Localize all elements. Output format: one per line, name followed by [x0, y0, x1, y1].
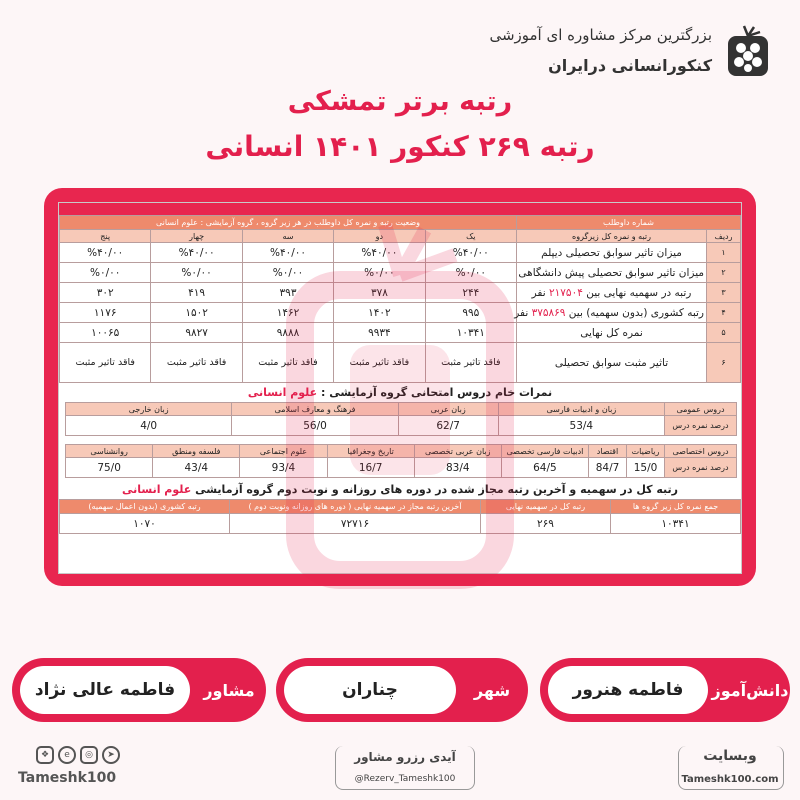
special-col-header: اقتصاد: [589, 445, 627, 458]
cell: ۳۷۸: [334, 283, 425, 303]
cell: %۴۰/۰۰: [151, 243, 242, 263]
advisor-pill: [12, 658, 266, 722]
general-col-header: فرهنگ و معارف اسلامی: [232, 403, 398, 416]
row-desc: میزان تاثیر سوابق تحصیلی پیش دانشگاهی: [516, 263, 706, 283]
rank-table: [59, 215, 741, 383]
special-label: دروس اختصاصی: [665, 445, 737, 458]
sheet-top-band: [59, 203, 741, 215]
table-row: [60, 343, 741, 383]
table-row: [60, 263, 741, 283]
table-row: [60, 323, 741, 343]
row-number: ۳: [707, 283, 741, 303]
general-label: دروس عمومی: [665, 403, 737, 416]
cell: فاقد تاثیر مثبت: [334, 343, 425, 383]
page-subtitle: رتبه ۲۶۹ کنکور ۱۴۰۱ انسانی: [205, 130, 595, 163]
cell: %۰/۰۰: [334, 263, 425, 283]
brand-subtitle: کنکورانسانی درایران: [548, 56, 712, 75]
row-desc: رتبه در سهمیه نهایی بین ۲۱۷۵۰۴ نفر: [516, 283, 706, 303]
cell: %۰/۰۰: [425, 263, 516, 283]
cell: ۹۹۳۴: [334, 323, 425, 343]
website-label: وبسایت: [703, 748, 757, 764]
final-ranks-table: [59, 499, 741, 534]
col-header: پنج: [60, 230, 151, 243]
candidate-number-label: شماره داوطلب: [516, 216, 740, 230]
brand-header: [489, 16, 772, 86]
ranks-col-header: آخرین رتبه مجاز در سهمیه نهایی ( دوره های روزانه ونوبت دوم ): [230, 500, 481, 514]
telegram-icon[interactable]: ➤: [102, 746, 120, 764]
row-number: ۱: [707, 243, 741, 263]
cell: ۱۴۰۲: [334, 303, 425, 323]
city-label: شهر: [473, 680, 511, 700]
cell: %۴۰/۰۰: [334, 243, 425, 263]
table-row: [60, 283, 741, 303]
cell: ۱۰۳۴۱: [611, 514, 741, 534]
general-scores-table: [65, 402, 737, 436]
cell: 62/7: [398, 416, 498, 436]
cell: ۳۰۲: [60, 283, 151, 303]
row-desc: میزان تاثیر سوابق تحصیلی دیپلم: [516, 243, 706, 263]
cell: فاقد تاثیر مثبت: [242, 343, 333, 383]
cell: ۹۸۸۸: [242, 323, 333, 343]
cell: 84/7: [589, 458, 627, 478]
ranks-col-header: رتبه کشوری (بدون اعمال سهمیه): [60, 500, 230, 514]
col-header: سه: [242, 230, 333, 243]
table-row: [66, 458, 737, 478]
col-header: چهار: [151, 230, 242, 243]
advisor-label: مشاور: [203, 680, 255, 700]
cell: 15/0: [627, 458, 665, 478]
reserve-label: آیدی رزرو مشاور: [354, 750, 456, 764]
ranks-title: رتبه کل در سهمیه و آخرین رتبه مجاز شده در دوره های روزانه و نوبت دوم گروه آزمایشی علوم انسانی: [121, 483, 678, 496]
rank-table-header: وضعیت رتبه و نمره کل داوطلب در هر زیر گروه ، گروه آزمایشی : علوم انسانی: [60, 216, 517, 230]
cell: ۹۸۲۷: [151, 323, 242, 343]
percent-label: درصد نمره درس: [665, 458, 737, 478]
col-row-header: ردیف: [707, 230, 741, 243]
table-row: [60, 243, 741, 263]
cell: فاقد تاثیر مثبت: [60, 343, 151, 383]
general-col-header: زبان و ادبیات فارسی: [498, 403, 664, 416]
footer-website: [670, 740, 790, 796]
raw-scores-title: نمرات خام دروس امتحانی گروه آزمایشی : علوم انسانی: [247, 386, 553, 399]
cell: 56/0: [232, 416, 398, 436]
cell: 64/5: [501, 458, 588, 478]
table-row: [60, 303, 741, 323]
general-col-header: زبان خارجی: [66, 403, 232, 416]
general-col-header: زبان عربی: [398, 403, 498, 416]
cell: ۱۰۳۴۱: [425, 323, 516, 343]
cell: ۲۶۹: [481, 514, 611, 534]
row-desc: تاثیر مثبت سوابق تحصیلی: [516, 343, 706, 383]
website-url[interactable]: Tameshk100.com: [681, 774, 779, 785]
cell: ۱۰۷۰: [60, 514, 230, 534]
reserve-id[interactable]: @Rezerv_Tameshk100: [354, 774, 456, 784]
cell: 93/4: [240, 458, 327, 478]
cell: %۰/۰۰: [60, 263, 151, 283]
cell: ۷۲۷۱۶: [230, 514, 481, 534]
special-col-header: زبان عربی تخصصی: [414, 445, 501, 458]
cell: %۴۰/۰۰: [60, 243, 151, 263]
cell: ۱۱۷۶: [60, 303, 151, 323]
row-number: ۶: [707, 343, 741, 383]
raspberry-logo-icon: [724, 24, 772, 80]
instagram-icon[interactable]: ◎: [80, 746, 98, 764]
table-row: [60, 514, 741, 534]
city-pill: [276, 658, 528, 722]
cell: 83/4: [414, 458, 501, 478]
eitaa-icon[interactable]: e: [58, 746, 76, 764]
row-number: ۲: [707, 263, 741, 283]
cell: %۴۰/۰۰: [425, 243, 516, 263]
row-number: ۴: [707, 303, 741, 323]
student-name: فاطمه هنرور: [548, 666, 708, 714]
cell: ۳۹۳: [242, 283, 333, 303]
ranks-col-header: رتبه کل در سهمیه نهایی: [481, 500, 611, 514]
grid-icon[interactable]: ❖: [36, 746, 54, 764]
special-col-header: ریاضیات: [627, 445, 665, 458]
cell: %۰/۰۰: [151, 263, 242, 283]
report-sheet: [58, 202, 742, 574]
col-header: دو: [334, 230, 425, 243]
footer-reserve: [335, 740, 475, 796]
cell: ۱۰۰۶۵: [60, 323, 151, 343]
row-desc: نمره کل نهایی: [516, 323, 706, 343]
special-col-header: فلسفه ومنطق: [153, 445, 240, 458]
percent-label: درصد نمره درس: [665, 416, 737, 436]
cell: 4/0: [66, 416, 232, 436]
row-number: ۵: [707, 323, 741, 343]
cell: فاقد تاثیر مثبت: [151, 343, 242, 383]
cell: %۰/۰۰: [242, 263, 333, 283]
student-label: دانش‌آموز: [711, 680, 789, 700]
cell: فاقد تاثیر مثبت: [425, 343, 516, 383]
cell: ۲۴۴: [425, 283, 516, 303]
special-col-header: روانشناسی: [66, 445, 153, 458]
cell: %۴۰/۰۰: [242, 243, 333, 263]
footer-handle: Tameshk100: [18, 770, 117, 786]
advisor-name: فاطمه عالی نژاد: [20, 666, 190, 714]
cell: ۹۹۵: [425, 303, 516, 323]
cell: 43/4: [153, 458, 240, 478]
special-col-header: تاریخ وجغرافیا: [327, 445, 414, 458]
page-title: رتبه برتر تمشکی: [287, 86, 513, 117]
cell: ۱۵۰۲: [151, 303, 242, 323]
col-header: یک: [425, 230, 516, 243]
cell: 53/4: [498, 416, 664, 436]
cell: 16/7: [327, 458, 414, 478]
cell: ۱۴۶۲: [242, 303, 333, 323]
table-row: [66, 416, 737, 436]
social-icons: [36, 746, 140, 764]
city-name: چناران: [284, 666, 456, 714]
special-scores-table: [65, 444, 737, 478]
special-col-header: ادبیات فارسی تخصصی: [501, 445, 588, 458]
col-desc-header: رتبه و نمره کل زیرگروه: [516, 230, 706, 243]
footer-social: [10, 740, 140, 796]
special-col-header: علوم اجتماعی: [240, 445, 327, 458]
row-desc: رتبه کشوری (بدون سهمیه) بین ۳۷۵۸۶۹ نفر: [516, 303, 706, 323]
ranks-col-header: جمع نمره کل زیر گروه ها: [611, 500, 741, 514]
brand-tagline: بزرگترین مرکز مشاوره ای آموزشی: [489, 26, 712, 44]
student-pill: [540, 658, 790, 722]
cell: ۴۱۹: [151, 283, 242, 303]
cell: 75/0: [66, 458, 153, 478]
